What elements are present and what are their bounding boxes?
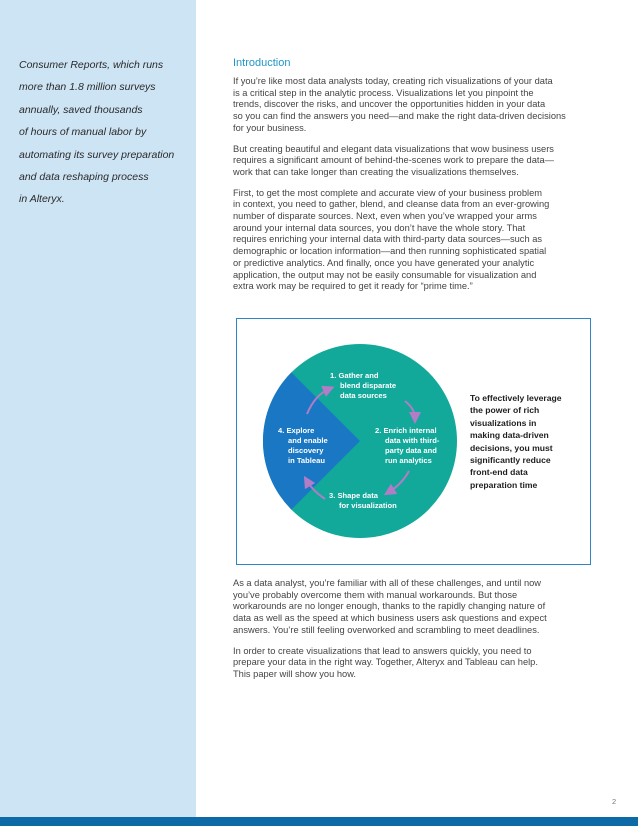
footer-bar bbox=[0, 817, 638, 826]
text-line: requires enriching your internal data with third-party data sources—such as bbox=[233, 234, 543, 245]
pull-quote-line: in Alteryx. bbox=[19, 193, 65, 206]
pull-quote bbox=[19, 54, 189, 211]
pull-quote-line: annually, saved thousands bbox=[19, 103, 143, 116]
step1-line: 1. Gather and bbox=[330, 371, 379, 380]
caption-line: making data-driven bbox=[470, 430, 549, 441]
text-line: As a data analyst, you’re familiar with all of these challenges, and until now bbox=[233, 578, 542, 588]
figure-caption bbox=[470, 392, 580, 491]
step4-line: and enable bbox=[288, 436, 328, 445]
text-line: answers. You’re still feeling overworked and scrambling to meet deadlines. bbox=[233, 624, 540, 635]
text-line: If you’re like most data analysts today, creating rich visualizations of your data bbox=[233, 76, 553, 86]
step4-line: in Tableau bbox=[288, 456, 325, 465]
intro-paragraph-1 bbox=[233, 76, 598, 135]
text-line: prepare your data in the right way. Together, Alteryx and Tableau can help. bbox=[233, 657, 538, 668]
step2-line: data with third- bbox=[385, 436, 440, 445]
intro-section bbox=[233, 56, 598, 302]
intro-paragraph-3 bbox=[233, 188, 598, 293]
pull-quote-line: more than 1.8 million surveys bbox=[19, 81, 156, 94]
pull-quote-line: and data reshaping process bbox=[19, 171, 149, 184]
caption-line: preparation time bbox=[470, 479, 538, 490]
text-line: data as well as the speed at which business users ask questions and expect bbox=[233, 613, 547, 624]
pull-quote-line: of hours of manual labor by bbox=[19, 126, 147, 139]
text-line: in context, you need to gather, blend, and cleanse data from an ever-growing bbox=[233, 199, 550, 210]
text-line: trends, discover the risks, and uncover the opportunities hidden in your data bbox=[233, 99, 546, 110]
text-line: so you can find the answers you need—and make the right data-driven decisions bbox=[233, 111, 566, 122]
text-line: number of disparate sources. Next, even when you’ve wrapped your arms bbox=[233, 211, 537, 222]
step1-line: blend disparate bbox=[340, 381, 397, 390]
pull-quote-line: automating its survey preparation bbox=[19, 148, 175, 161]
caption-line: To effectively leverage bbox=[470, 393, 562, 403]
text-line: But creating beautiful and elegant data visualizations that wow business users bbox=[233, 143, 554, 154]
text-line: application, the output may not be easily consumable for visualization and bbox=[233, 269, 537, 280]
text-line: First, to get the most complete and accurate view of your business problem bbox=[233, 187, 543, 198]
caption-line: visualizations in bbox=[470, 417, 537, 428]
text-line: work that can take longer than creating the visualizations themselves. bbox=[233, 166, 519, 177]
step2-line: 2. Enrich internal bbox=[375, 426, 437, 435]
caption-line: decisions, you must bbox=[470, 442, 553, 453]
text-line: In order to create visualizations that lead to answers quickly, you need to bbox=[233, 645, 532, 656]
text-line: is a critical step in the analytic process. Visualizations let you pinpoint the bbox=[233, 87, 534, 98]
text-line: demographic or location information—and then running sophisticated spatial bbox=[233, 246, 547, 257]
step3-line: 3. Shape data bbox=[329, 491, 378, 500]
text-line: or predictive analytics. And finally, once you have generated your analytic bbox=[233, 257, 535, 268]
intro-paragraph-2 bbox=[233, 144, 598, 179]
caption-line: front-end data bbox=[470, 467, 528, 478]
step1-line: data sources bbox=[340, 391, 387, 400]
text-line: around your internal data sources, you don’t have the whole story. That bbox=[233, 222, 526, 233]
step3-line: for visualization bbox=[339, 501, 397, 510]
sidebar-panel bbox=[0, 0, 196, 826]
process-figure bbox=[236, 318, 591, 565]
closing-paragraph-1 bbox=[233, 578, 598, 637]
pull-quote-line: Consumer Reports, which runs bbox=[19, 59, 164, 71]
text-line: extra work may be required to get it ready for “prime time.” bbox=[233, 281, 473, 292]
text-line: workarounds are no longer enough, thanks to the rapidly changing nature of bbox=[233, 601, 546, 612]
step4-line: 4. Explore bbox=[278, 426, 315, 435]
caption-line: the power of rich bbox=[470, 405, 540, 416]
closing-section bbox=[233, 578, 598, 690]
step4-line: discovery bbox=[288, 446, 324, 455]
step2-line: run analytics bbox=[385, 456, 432, 465]
text-line: for your business. bbox=[233, 122, 307, 133]
step2-line: party data and bbox=[385, 446, 437, 455]
text-line: This paper will show you how. bbox=[233, 668, 356, 679]
caption-line: significantly reduce bbox=[470, 455, 551, 466]
section-heading: Introduction bbox=[233, 57, 291, 69]
closing-paragraph-2 bbox=[233, 646, 598, 681]
text-line: you’ve probably overcome them with manual workarounds. But those bbox=[233, 589, 518, 600]
text-line: requires a significant amount of behind-the-scenes work to prepare the data— bbox=[233, 155, 554, 166]
page-number: 2 bbox=[612, 797, 617, 806]
